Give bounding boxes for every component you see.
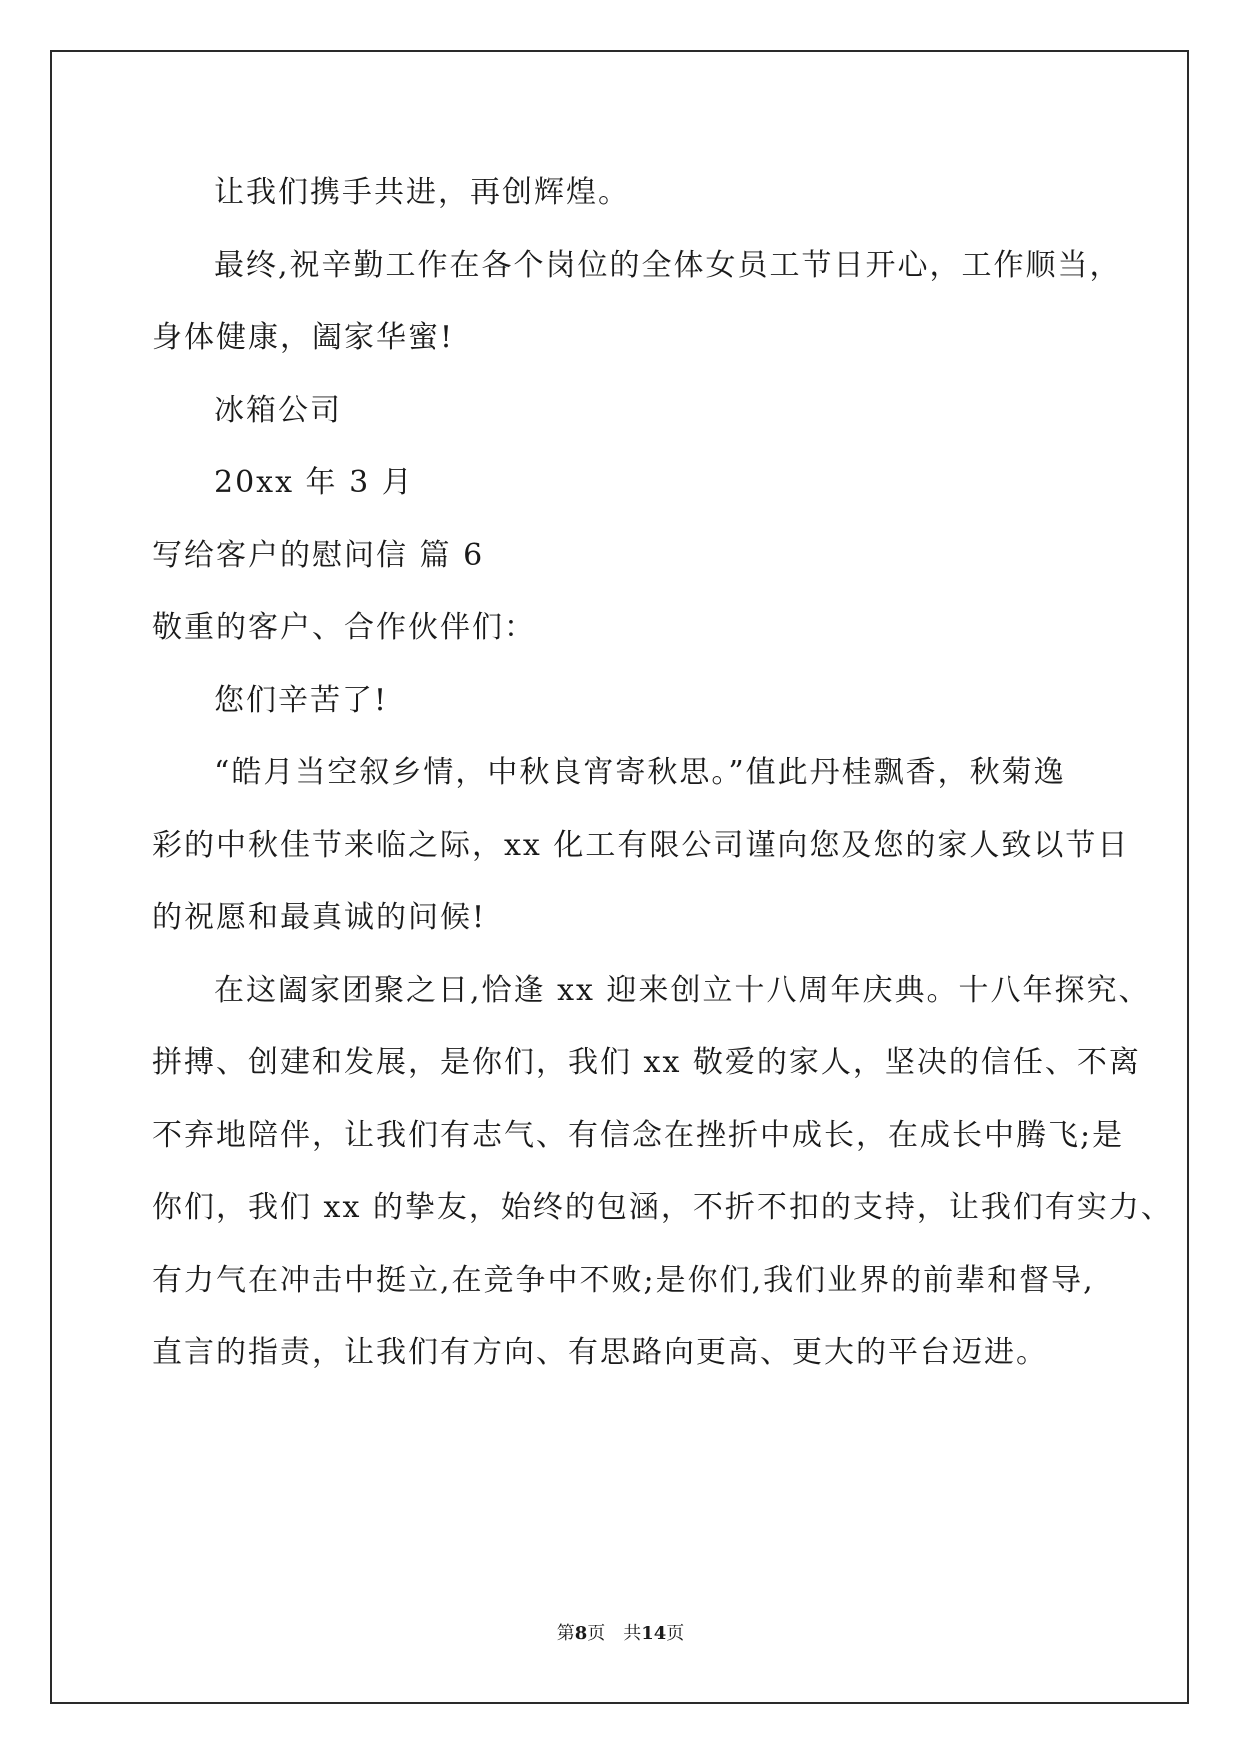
- paragraph-line: 有力气在冲击中挺立,在竞争中不败;是你们,我们业界的前辈和督导,: [152, 1263, 1095, 1298]
- paragraph-line: 最终,祝辛勤工作在各个岗位的全体女员工节日开心，工作顺当，: [214, 248, 1122, 283]
- paragraph-line: 在这阖家团聚之日,恰逢 xx 迎来创立十八周年庆典。十八年探究、: [214, 973, 1151, 1008]
- paragraph-line: 让我们携手共进，再创辉煌。: [214, 175, 630, 210]
- footer-middle: 页 共: [587, 1623, 642, 1644]
- paragraph-line: 不弃地陪伴，让我们有志气、有信念在挫折中成长，在成长中腾飞;是: [152, 1118, 1125, 1153]
- footer-suffix: 页: [666, 1623, 685, 1644]
- page-border: [50, 50, 1189, 1704]
- total-pages-number: 14: [641, 1623, 667, 1644]
- salutation: 敬重的客户、合作伙伴们：: [152, 610, 536, 645]
- paragraph-line: 彩的中秋佳节来临之际，xx 化工有限公司谨向您及您的家人致以节日: [152, 828, 1130, 863]
- paragraph-line: 你们，我们 xx 的挚友，始终的包涵，不折不扣的支持，让我们有实力、: [152, 1190, 1173, 1225]
- section-heading: 写给客户的慰问信 篇 6: [152, 538, 485, 573]
- current-page-number: 8: [574, 1623, 588, 1644]
- paragraph-line: 拼搏、创建和发展，是你们，我们 xx 敬爱的家人，坚决的信任、不离: [152, 1045, 1141, 1080]
- paragraph-line: “皓月当空叙乡情，中秋良宵寄秋思。”值此丹桂飘香，秋菊逸: [214, 755, 1066, 790]
- signature-company: 冰箱公司: [214, 393, 342, 428]
- paragraph-line: 的祝愿和最真诚的问候!: [152, 900, 487, 935]
- page-footer: [0, 1622, 1241, 1646]
- signature-date: 20xx 年 3 月: [214, 465, 414, 500]
- paragraph-line: 直言的指责，让我们有方向、有思路向更高、更大的平台迈进。: [152, 1335, 1048, 1370]
- paragraph-line: 身体健康，阖家华蜜!: [152, 320, 455, 355]
- paragraph-line: 您们辛苦了!: [214, 683, 389, 718]
- footer-prefix: 第: [556, 1623, 575, 1644]
